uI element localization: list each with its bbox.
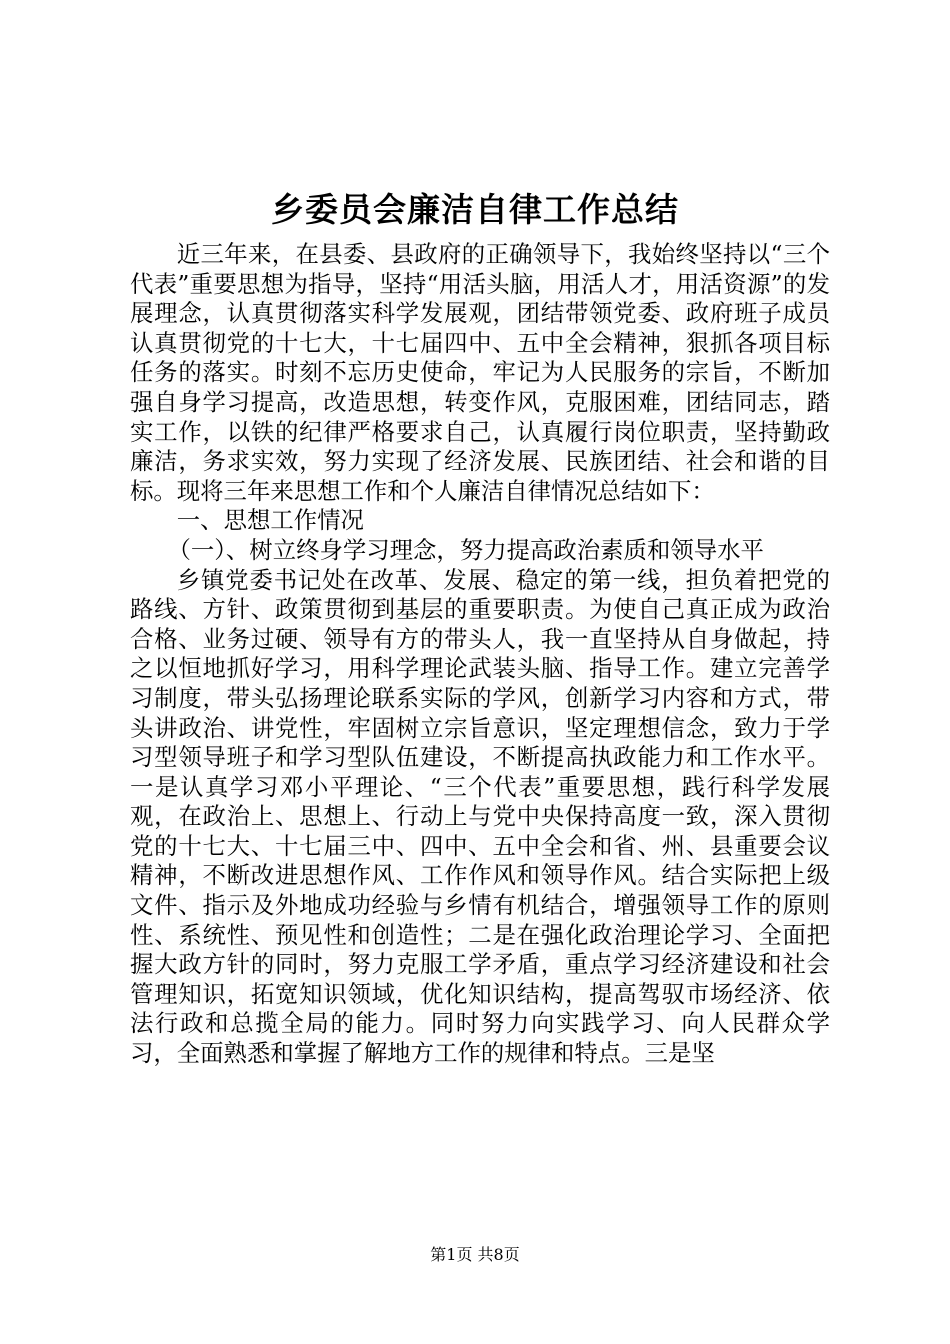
- document-body: [130, 240, 830, 1069]
- subsection-heading: （一）、树立终身学习理念，努力提高政治素质和领导水平: [167, 535, 764, 564]
- document-title: 乡委员会廉洁自律工作总结: [271, 190, 679, 229]
- section-heading: 一、思想工作情况: [176, 506, 364, 535]
- page-number-footer: 第1页 共8页: [430, 1245, 520, 1264]
- intro-paragraph: 近三年来，在县委、县政府的正确领导下，我始终坚持以“三个代表”重要思想为指导，坚持“用活头脑，用活人才，用活资源”的发展理念，认真贯彻落实科学发展观，团结带领党委、政府班子成员认真贯彻党的十七大，十七届四中、五中全会精神，狠抓各项目标任务的落实。时刻不忘历史使命，牢记为人民服务的宗旨，不断加强自身学习提高，改造思想，转变作风，克服困难，团结同志，踏实工作，以铁的纪律严格要求自己，认真履行岗位职责，坚持勤政廉洁，务求实效，努力实现了经济发展、民族团结、社会和谐的目标。现将三年来思想工作和个人廉洁自律情况总结如下：: [130, 240, 830, 505]
- body-paragraph: 乡镇党委书记处在改革、发展、稳定的第一线，担负着把党的路线、方针、政策贯彻到基层的重要职责。为使自己真正成为政治合格、业务过硬、领导有方的带头人，我一直坚持从自身做起，持之以恒地抓好学习，用科学理论武装头脑、指导工作。建立完善学习制度，带头弘扬理论联系实际的学风，创新学习内容和方式，带头讲政治、讲党性，牢固树立宗旨意识，坚定理想信念，致力于学习型领导班子和学习型队伍建设，不断提高执政能力和工作水平。一是认真学习邓小平理论、“三个代表”重要思想，践行科学发展观，在政治上、思想上、行动上与党中央保持高度一致，深入贯彻党的十七大、十七届三中、四中、五中全会和省、州、县重要会议精神，不断改进思想作风、工作作风和领导作风。结合实际把上级文件、指示及外地成功经验与乡情有机结合，增强领导工作的原则性、系统性、预见性和创造性；二是在强化政治理论学习、全面把握大政方针的同时，努力克服工学矛盾，重点学习经济建设和社会管理知识，拓宽知识领域，优化知识结构，提高驾驭市场经济、依法行政和总揽全局的能力。同时努力向实践学习、向人民群众学习，全面熟悉和掌握了解地方工作的规律和特点。三是坚: [130, 565, 830, 1068]
